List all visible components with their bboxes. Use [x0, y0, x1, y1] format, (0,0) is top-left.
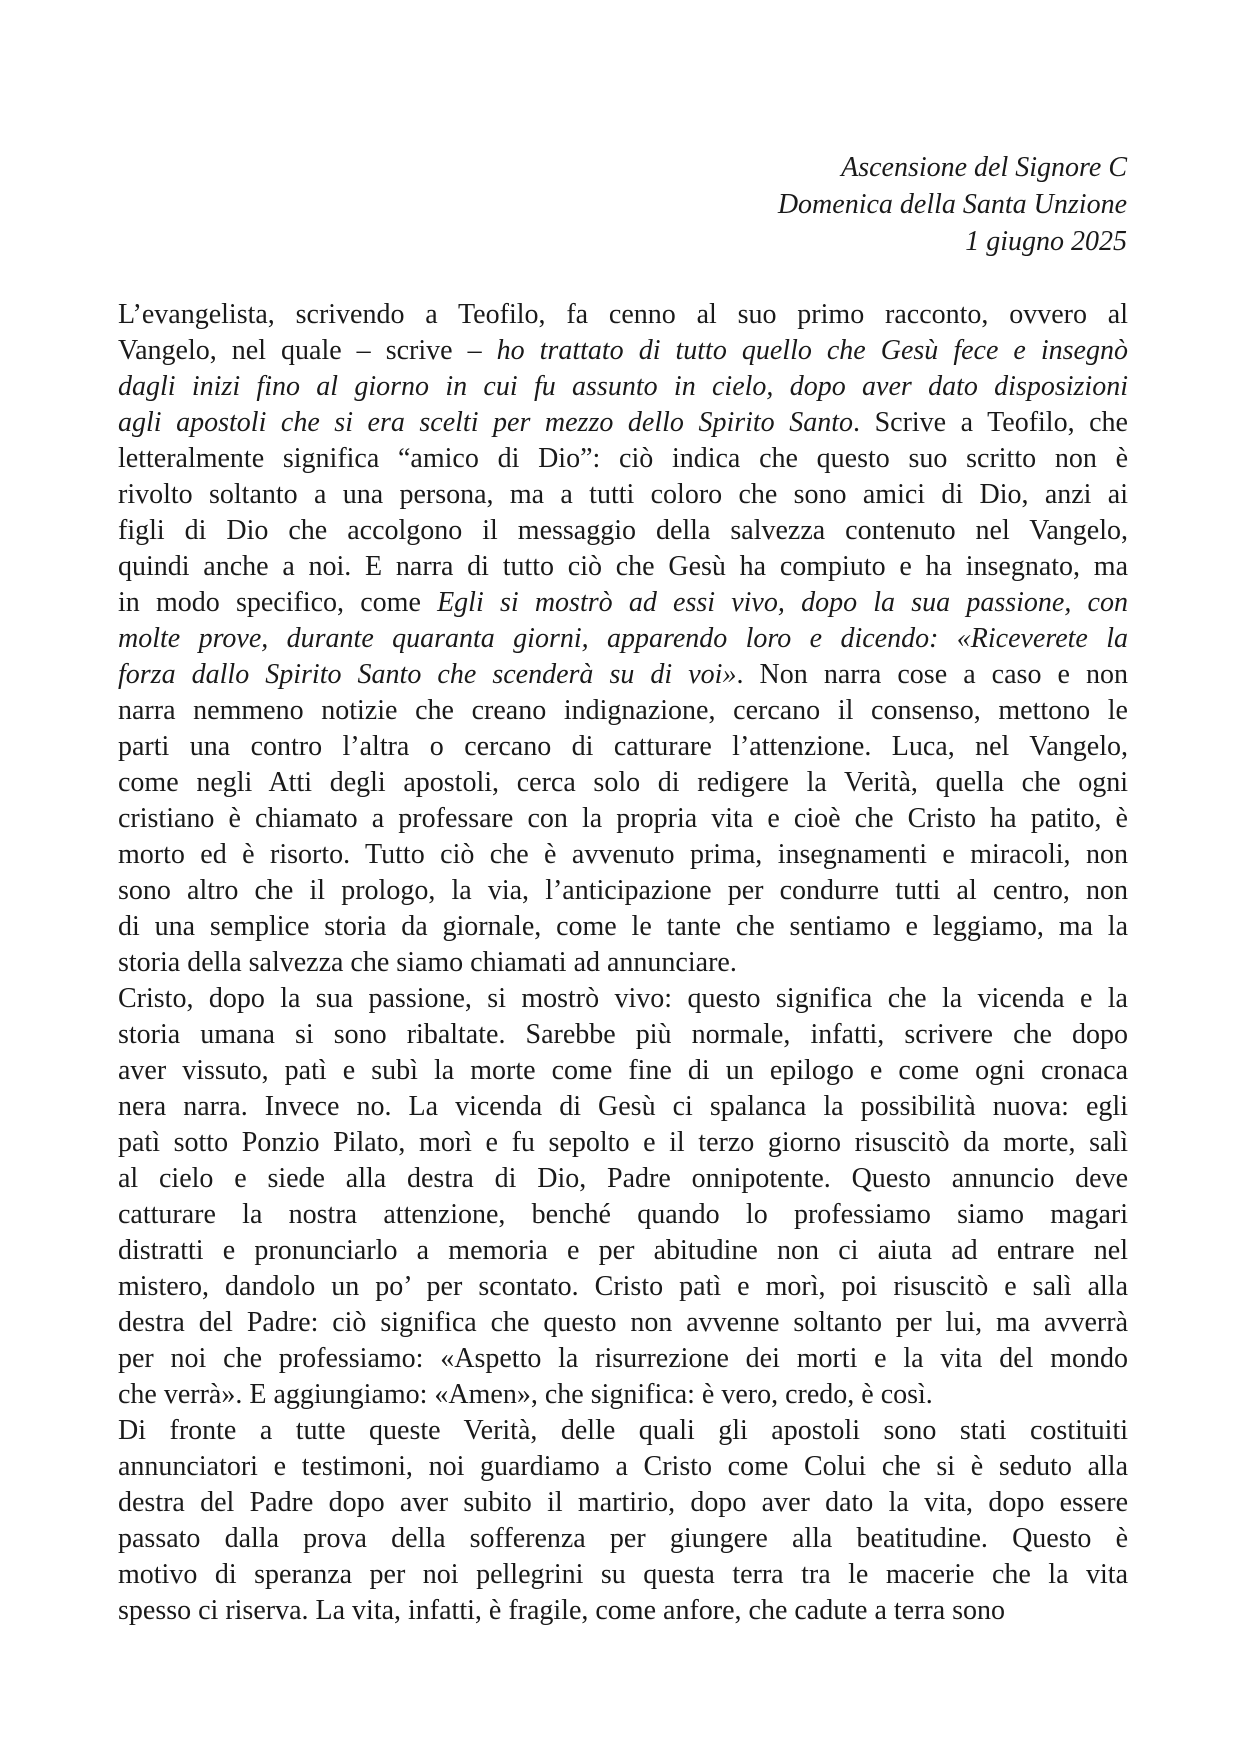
- text-line: [118, 513, 1128, 549]
- text-segment: L’evangelista, scrivendo a Teofilo, fa cenno al suo primo racconto, ovvero al: [118, 299, 1128, 330]
- italic-quote-segment: agli apostoli che si era scelti per mezzo dello Spirito Santo: [118, 407, 854, 438]
- text-line: [118, 1017, 1128, 1053]
- text-segment: figli di Dio che accolgono il messaggio della salvezza contenuto nel Vangelo,: [118, 515, 1128, 546]
- text-line: [118, 477, 1128, 513]
- text-segment: quindi anche a noi. E narra di tutto ciò che Gesù ha compiuto e ha insegnato, ma: [118, 551, 1128, 582]
- text-line: [118, 297, 1128, 333]
- paragraph: [118, 981, 1128, 1413]
- text-line: [118, 441, 1128, 477]
- header-liturgical-feast: Ascensione del Signore C: [841, 152, 1127, 183]
- text-segment: morto ed è risorto. Tutto ciò che è avvenuto prima, insegnamenti e miracoli, non: [118, 839, 1128, 870]
- text-segment: destra del Padre dopo aver subito il martirio, dopo aver dato la vita, dopo essere: [118, 1487, 1128, 1518]
- text-line: [118, 1485, 1128, 1521]
- text-line: [118, 909, 1128, 945]
- text-segment: al cielo e siede alla destra di Dio, Padre onnipotente. Questo annuncio deve: [118, 1163, 1128, 1194]
- text-line: [118, 873, 1128, 909]
- text-line: [118, 1197, 1128, 1233]
- document-header: [778, 149, 1127, 260]
- italic-quote-segment: molte prove, durante quaranta giorni, apparendo loro e dicendo: «Riceverete la: [118, 623, 1128, 654]
- italic-quote-segment: Egli si mostrò ad essi vivo, dopo la sua passione, con: [437, 587, 1128, 618]
- text-segment: patì sotto Ponzio Pilato, morì e fu sepolto e il terzo giorno risuscitò da morte, salì: [118, 1127, 1128, 1158]
- text-line: [118, 1089, 1128, 1125]
- text-line: [118, 1413, 1128, 1449]
- text-line: [118, 1125, 1128, 1161]
- text-line: [118, 1053, 1128, 1089]
- text-segment: . Scrive a Teofilo, che: [853, 407, 1128, 438]
- text-line: [118, 549, 1128, 585]
- text-segment: letteralmente significa “amico di Dio”: ciò indica che questo suo scritto non è: [118, 443, 1128, 474]
- header-sunday-name: Domenica della Santa Unzione: [777, 189, 1127, 220]
- text-line: [118, 765, 1128, 801]
- text-segment: sono altro che il prologo, la via, l’anticipazione per condurre tutti al centro, non: [118, 875, 1128, 906]
- text-segment: che verrà». E aggiungiamo: «Amen», che significa: è vero, credo, è così.: [118, 1379, 933, 1410]
- text-line: [118, 945, 1128, 981]
- text-segment: di una semplice storia da giornale, come le tante che sentiamo e leggiamo, ma la: [118, 911, 1128, 942]
- text-line: [118, 585, 1128, 621]
- text-segment: spesso ci riserva. La vita, infatti, è fragile, come anfore, che cadute a terra sono: [118, 1595, 1006, 1626]
- text-segment: storia umana si sono ribaltate. Sarebbe più normale, infatti, scrivere che dopo: [118, 1019, 1128, 1050]
- text-line: [118, 1233, 1128, 1269]
- text-segment: Di fronte a tutte queste Verità, delle quali gli apostoli sono stati costituiti: [118, 1415, 1128, 1446]
- text-segment: storia della salvezza che siamo chiamati ad annunciare.: [118, 947, 737, 978]
- header-date: 1 giugno 2025: [965, 226, 1127, 257]
- italic-quote-segment: dagli inizi fino al giorno in cui fu assunto in cielo, dopo aver dato disposizioni: [118, 371, 1128, 402]
- text-segment: annunciatori e testimoni, noi guardiamo a Cristo come Colui che si è seduto alla: [118, 1451, 1128, 1482]
- text-line: [118, 405, 1128, 441]
- text-segment: . Non narra cose a caso e non: [736, 659, 1128, 690]
- text-line: [118, 1449, 1128, 1485]
- text-segment: nera narra. Invece no. La vicenda di Gesù ci spalanca la possibilità nuova: egli: [118, 1091, 1128, 1122]
- text-segment: mistero, dandolo un po’ per scontato. Cristo patì e morì, poi risuscitò e salì alla: [118, 1271, 1128, 1302]
- paragraph: [118, 1413, 1128, 1629]
- text-line: [118, 981, 1128, 1017]
- text-line: [118, 1341, 1128, 1377]
- text-segment: catturare la nostra attenzione, benché quando lo professiamo siamo magari: [118, 1199, 1128, 1230]
- text-segment: passato dalla prova della sofferenza per giungere alla beatitudine. Questo è: [118, 1523, 1128, 1554]
- document-body: [118, 297, 1128, 1629]
- text-line: [118, 369, 1128, 405]
- text-line: [118, 729, 1128, 765]
- italic-quote-segment: forza dallo Spirito Santo che scenderà su di voi»: [118, 659, 737, 690]
- text-segment: destra del Padre: ciò significa che questo non avvenne soltanto per lui, ma avverrà: [118, 1307, 1128, 1338]
- text-line: [118, 1557, 1128, 1593]
- italic-quote-segment: ho trattato di tutto quello che Gesù fece e insegnò: [496, 335, 1128, 366]
- text-segment: parti una contro l’altra o cercano di catturare l’attenzione. Luca, nel Vangelo,: [118, 731, 1128, 762]
- text-line: [118, 1305, 1128, 1341]
- text-segment: in modo specifico, come: [118, 587, 438, 618]
- text-segment: Vangelo, nel quale – scrive –: [118, 335, 497, 366]
- paragraph: [118, 297, 1128, 981]
- text-segment: motivo di speranza per noi pellegrini su questa terra tra le macerie che la vita: [118, 1559, 1128, 1590]
- text-line: [118, 801, 1128, 837]
- text-segment: Cristo, dopo la sua passione, si mostrò vivo: questo significa che la vicenda e la: [118, 983, 1128, 1014]
- text-segment: cristiano è chiamato a professare con la propria vita e cioè che Cristo ha patito, è: [118, 803, 1128, 834]
- text-line: [118, 1521, 1128, 1557]
- text-segment: rivolto soltanto a una persona, ma a tutti coloro che sono amici di Dio, anzi ai: [118, 479, 1128, 510]
- text-segment: per noi che professiamo: «Aspetto la risurrezione dei morti e la vita del mondo: [118, 1343, 1128, 1374]
- text-line: [118, 621, 1128, 657]
- text-line: [118, 1377, 1128, 1413]
- text-segment: distratti e pronunciarlo a memoria e per abitudine non ci aiuta ad entrare nel: [118, 1235, 1128, 1266]
- text-segment: narra nemmeno notizie che creano indignazione, cercano il consenso, mettono le: [118, 695, 1128, 726]
- text-line: [118, 333, 1128, 369]
- text-line: [118, 657, 1128, 693]
- text-line: [118, 1161, 1128, 1197]
- text-segment: come negli Atti degli apostoli, cerca solo di redigere la Verità, quella che ogni: [118, 767, 1128, 798]
- text-line: [118, 1269, 1128, 1305]
- text-segment: aver vissuto, patì e subì la morte come fine di un epilogo e come ogni cronaca: [118, 1055, 1128, 1086]
- text-line: [118, 837, 1128, 873]
- text-line: [118, 1593, 1128, 1629]
- text-line: [118, 693, 1128, 729]
